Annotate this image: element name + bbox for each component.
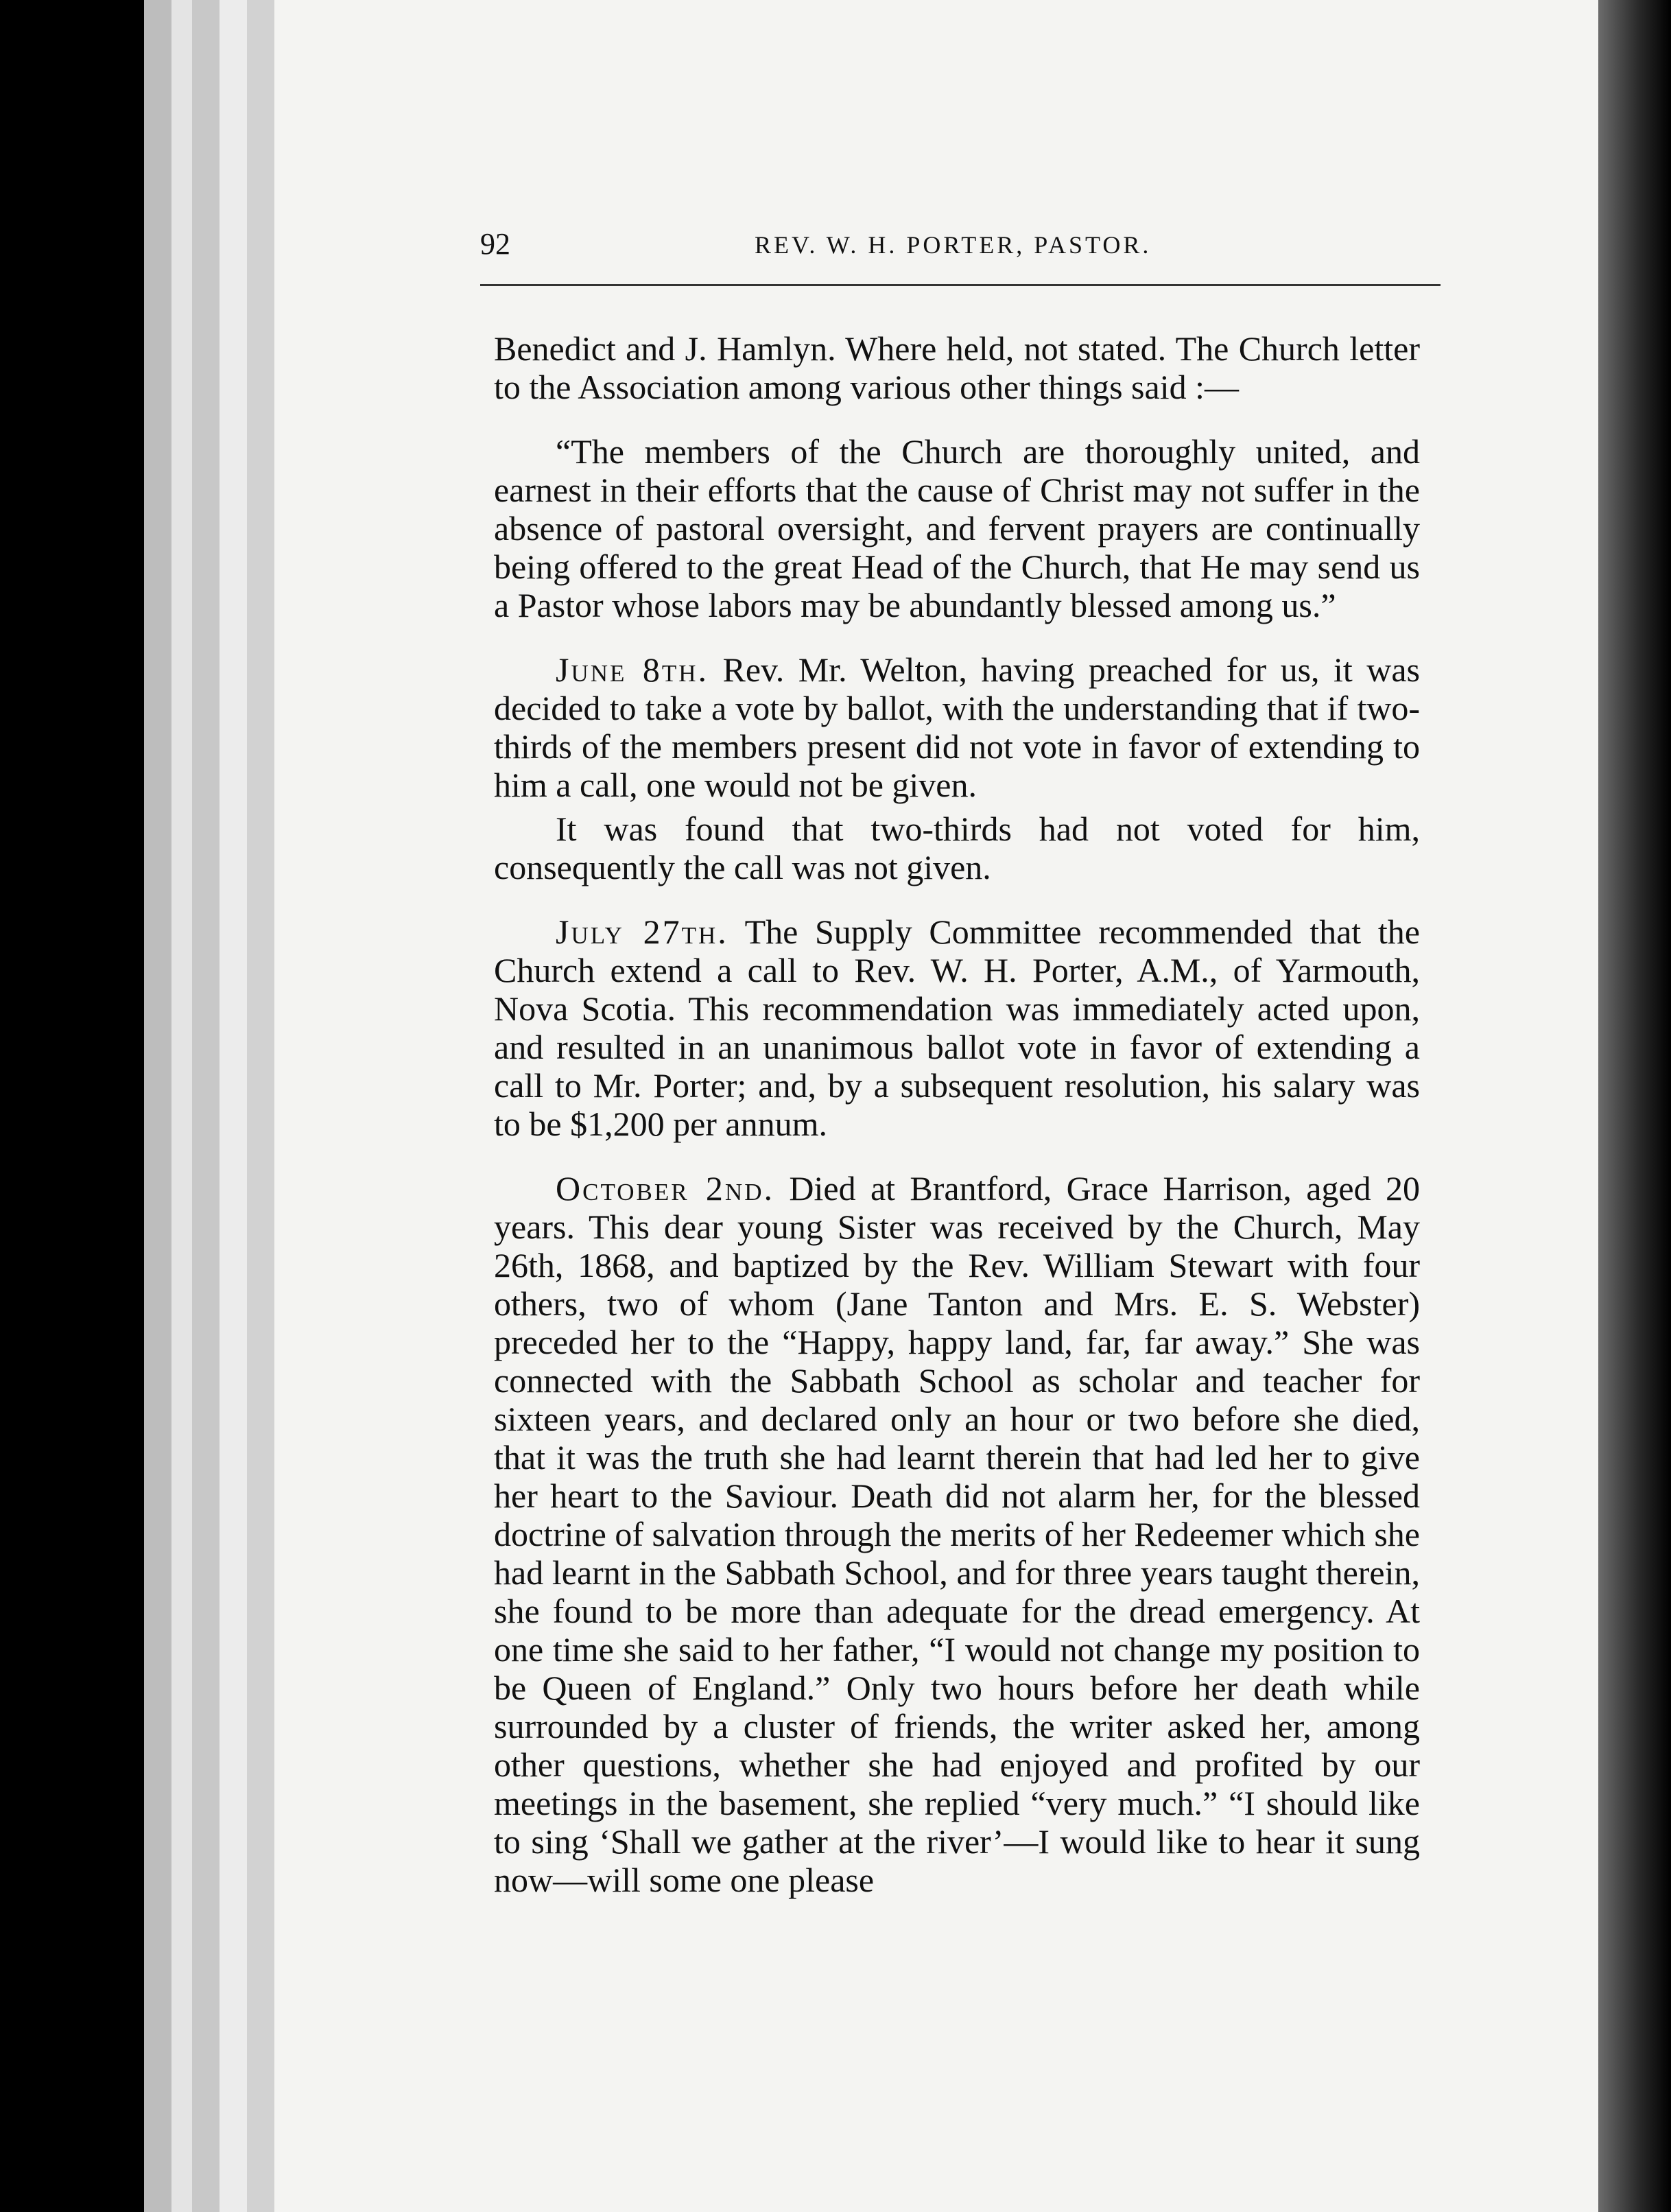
entry-date: October 2nd. [556, 1169, 774, 1208]
page-body [494, 329, 1420, 1925]
page-number: 92 [480, 227, 510, 261]
page-edge [144, 0, 171, 2212]
page-header [480, 226, 1207, 274]
entry-text: Rev. Mr. Welton, having preached for us, it was decided to take a vote by ballot, with the understanding that if two-thirds of the members present did not vote in favor of extending to him a call, one would not be given. [494, 650, 1421, 804]
entry-date: July 27th. [556, 913, 728, 951]
page-edge [171, 0, 192, 2212]
paragraph: It was found that two-thirds had not voted for him, consequently the call was not given. [494, 810, 1420, 886]
entry-date: June 8th. [556, 650, 709, 689]
paragraph [494, 913, 1420, 1143]
quoted-letter: “The members of the Church are thoroughly united, and earnest in their efforts that the cause of Christ may not suffer in the absence of pastoral oversight, and fervent prayers are continually being offered to the great Head of the Church, that He may send us a Pastor whose labors may be abundantly blessed among us.” [494, 432, 1420, 624]
book-gutter-shadow [1598, 0, 1671, 2212]
page-edge [220, 0, 247, 2212]
entry-text: The Supply Committee recommended that the Church extend a call to Rev. W. H. Porter, A.M., of Yarmouth, Nova Scotia. This recommendation was immediately acted upon, and resulted in an unanimous ballot vote in favor of extending a call to Mr. Porter; and, by a subsequent resolution, his salary was to be $1,200 per annum. [494, 913, 1420, 1143]
header-rule [480, 284, 1441, 286]
page-edge [192, 0, 220, 2212]
running-head: REV. W. H. PORTER, PASTOR. [755, 231, 1152, 259]
entry-text: Died at Brantford, Grace Harrison, aged 20 years. This dear young Sister was received by the Church, May 26th, 1868, and baptized by the Rev. William Stewart with four others, two of whom (Jane Tanton and Mrs. E. S. Webster) preceded her to the “Happy, happy land, far, far away.” She was connected with the Sabbath School as scholar and teacher for sixteen years, and declared only an hour or two before she died, that it was the truth she had learnt therein that had led her to give her heart to the Saviour. Death did not alarm her, for the blessed doctrine of salvation through the merits of her Redeemer which she had learnt in the Sabbath School, and for three years taught therein, she found to be more than adequate for the dread emergency. At one time she said to her father, “I would not change my position to be Queen of England.” Only two hours before her death while surrounded by a cluster of friends, the writer asked her, among other questions, whether she had enjoyed and profited by our meetings in the basement, she replied “very much.” “I should like to sing ‘Shall we gather at the river’—I would like to hear it sung now—will some one please [494, 1169, 1420, 1899]
page-edge [247, 0, 274, 2212]
paragraph: Benedict and J. Hamlyn. Where held, not stated. The Church letter to the Association among various other things said :— [494, 329, 1420, 406]
paragraph [494, 1169, 1420, 1899]
paragraph [494, 650, 1420, 804]
